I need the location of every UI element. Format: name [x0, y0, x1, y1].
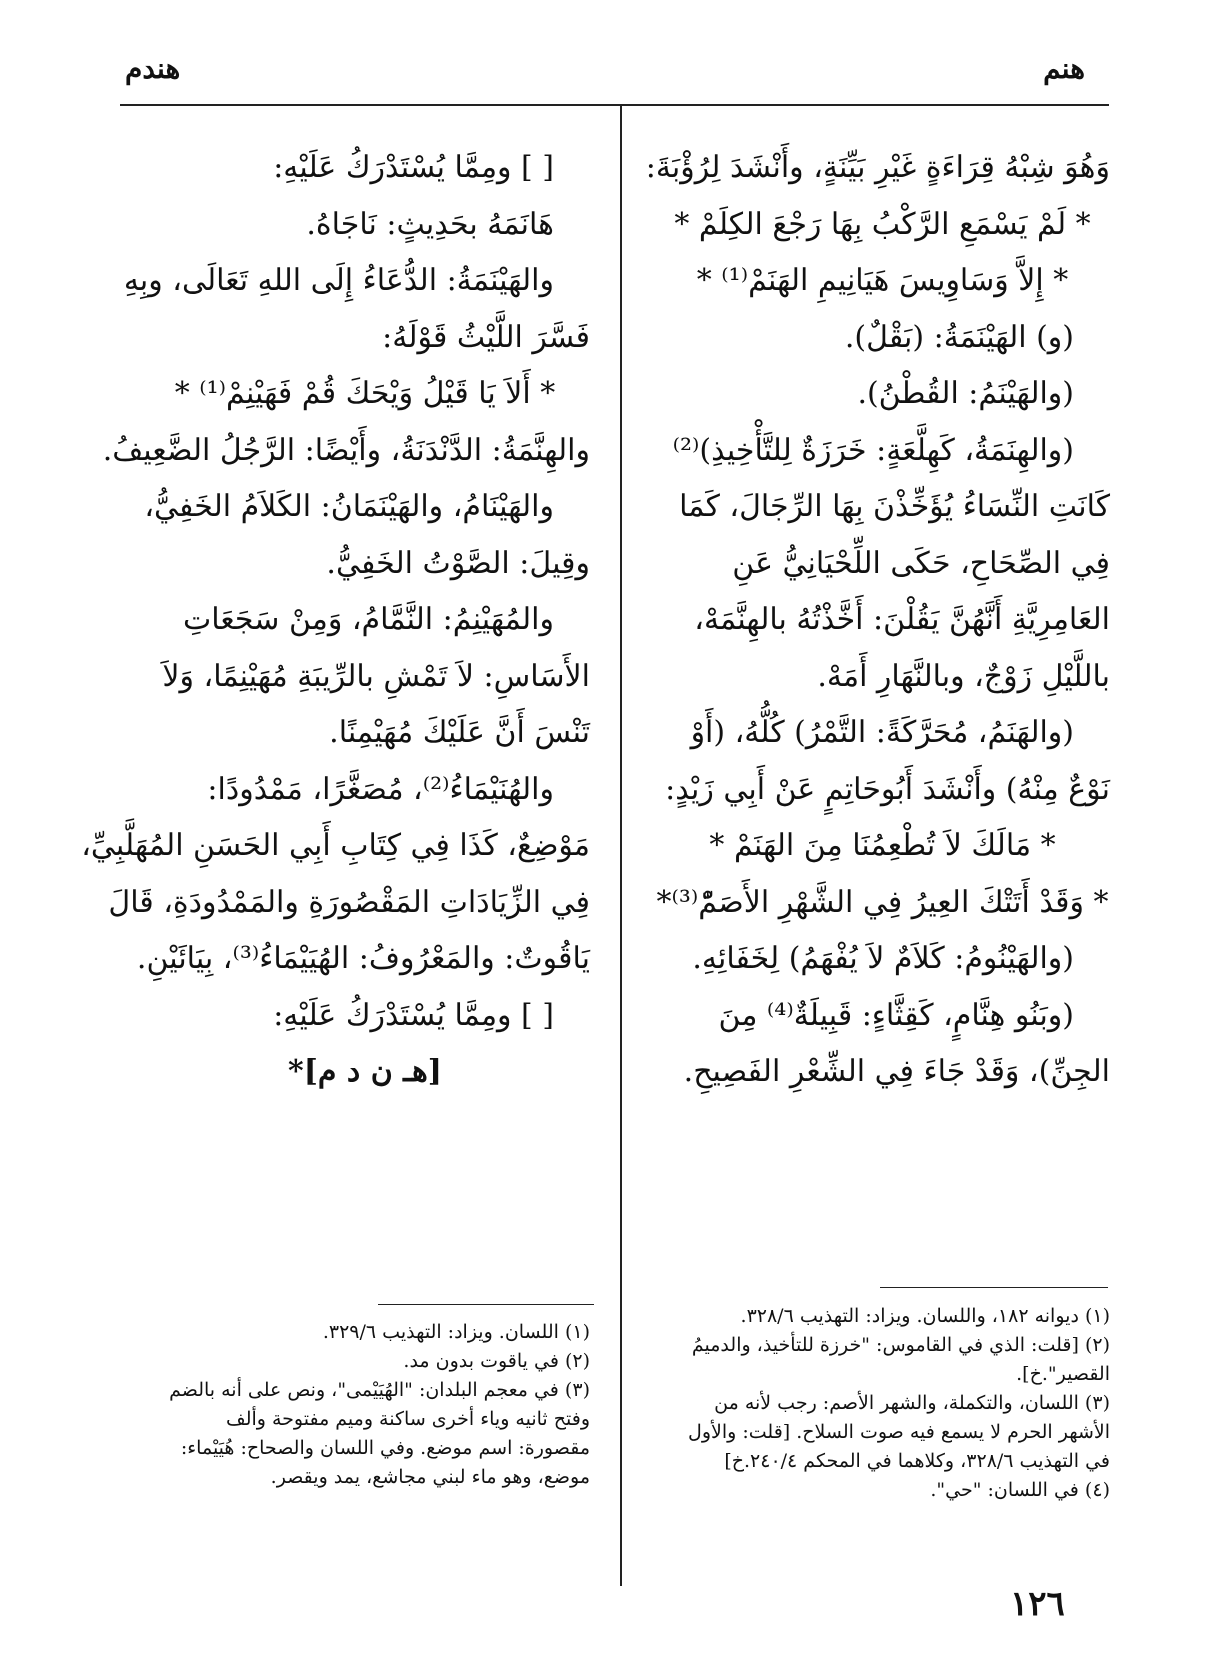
text-line: باللَّيْلِ زَوْجٌ، وبالنَّهَارِ أَمَهْ.	[817, 658, 1110, 694]
entry-heading: [هـ ن د م]*	[288, 1054, 442, 1089]
running-header-left: هندم	[125, 52, 181, 85]
footnotes-left	[140, 1318, 590, 1492]
text-line: الأَسَاسِ: لاَ تَمْشِ بالرِّيبَةِ مُهَيْنِمًا، وَلاَ	[162, 658, 590, 694]
footnote-line: (٣) في معجم البلدان: "الهُيَيْمى"، ونص على أنه بالضم	[169, 1379, 590, 1401]
header-rule	[120, 104, 1109, 106]
footnote-line: (٤) في اللسان: "حي".	[930, 1479, 1110, 1501]
text-line: [ ] ومِمَّا يُسْتَدْرَكُ عَلَيْهِ:	[273, 997, 554, 1033]
footnote-line: في التهذيب ٣٢٨/٦، وكلاهما في المحكم ٢٤٠/٤.خ]	[724, 1450, 1110, 1472]
text-line: (والهَنَمُ، مُحَرَّكَةً: التَّمْرُ) كُلُّهُ، (أَوْ	[690, 715, 1074, 750]
left-column	[81, 140, 590, 1101]
text-line: فَسَّرَ اللَّيْثُ قَوْلَهُ:	[382, 319, 590, 355]
text-line: فِي الزِّيَادَاتِ المَقْصُورَةِ والمَمْدُودَةِ، قَالَ	[108, 884, 590, 920]
right-column	[645, 140, 1110, 1101]
verse-line: * وَقَدْ أَتَتْكَ العِيرُ فِي الشَّهْرِ الأَصَمّْ⁽³⁾*	[656, 884, 1109, 920]
footnote-line: مقصورة: اسم موضع. وفي اللسان والصحاح: هُيَيْماء:	[180, 1437, 590, 1459]
text-line: (والهَيْنَمُ: القُطْنُ).	[857, 376, 1074, 411]
text-line: والهُنَيْمَاءُ⁽²⁾، مُصَغَّرًا، مَمْدُودًا:	[207, 771, 554, 807]
verse-line: * لَمْ يَسْمَعِ الرَّكْبُ بِهَا رَجْعَ الكِلَمْ *	[674, 206, 1091, 242]
footnote-line: (١) ديوانه ١٨٢، واللسان. ويزاد: التهذيب ٣٢٨/٦.	[740, 1305, 1110, 1327]
running-header-right: هنم	[1043, 52, 1085, 85]
footnote-line: (٢) [قلت: الذي في القاموس: "خرزة للتأخيذ، والدميمُ	[691, 1334, 1110, 1356]
footnote-line: موضع، وهو ماء لبني مجاشع، يمد ويقصر.	[270, 1466, 590, 1488]
verse-line: * إِلاَّ وَسَاوِيسَ هَيَانِيمِ الهَنَمْ⁽¹⁾ *	[696, 263, 1069, 298]
footnote-line: الأشهر الحرم لا يسمع فيه صوت السلاح. [قلت: والأول	[688, 1421, 1110, 1443]
text-line: والمُهَيْنِمُ: النَّمَّامُ، وَمِنْ سَجَعَاتِ	[183, 602, 554, 637]
text-line: وَهُوَ شِبْهُ قِرَاءَةٍ غَيْرِ بَيِّنَةٍ، وأَنْشَدَ لِرُؤْبَةَ:	[645, 150, 1110, 185]
text-line: هَانَمَهُ بحَدِيثٍ: نَاجَاهُ.	[306, 206, 554, 242]
footnote-line: (٣) اللسان، والتكملة، والشهر الأصم: رجب لأنه من	[714, 1392, 1110, 1414]
text-line: يَاقُوتٌ: والمَعْرُوفُ: الهُيَيْمَاءُ⁽³⁾، بِيَائَيْنِ.	[136, 941, 590, 976]
verse-line: * مَالَكَ لاَ تُطْعِمُنَا مِنَ الهَنَمْ *	[709, 828, 1056, 863]
text-line: (والهِنَمَةُ، كَهِلَّعَةٍ: خَرَزَةٌ لِلتَّأْخِيذِ)⁽²⁾	[672, 432, 1074, 468]
verse-line: * أَلاَ يَا قَيْلُ وَيْحَكَ قُمْ فَهَيْنِمْ⁽¹⁾ *	[174, 376, 556, 411]
text-line: والهِنَّمَةُ: الدَّنْدَنَةُ، وأَيْضًا: الرَّجُلُ الضَّعِيفُ.	[102, 432, 590, 468]
text-line: وقِيلَ: الصَّوْتُ الخَفِيُّ.	[326, 545, 590, 581]
text-line: الجِنِّ)، وَقَدْ جَاءَ فِي الشِّعْرِ الفَصِيحِ.	[683, 1054, 1110, 1089]
column-divider	[620, 106, 622, 1586]
footnote-line: وفتح ثانيه وياء أخرى ساكنة وميم مفتوحة وألف	[226, 1408, 590, 1430]
text-line: (والهَيْنُومُ: كَلاَمٌ لاَ يُفْهَمُ) لِخَفَائِهِ.	[692, 941, 1074, 976]
text-line: نَوْعٌ مِنْهُ) وأَنْشَدَ أَبُوحَاتِمٍ عَنْ أَبِي زَيْدٍ:	[665, 771, 1110, 807]
page-number: ١٢٦	[1010, 1584, 1065, 1624]
footnote-rule-left	[378, 1304, 594, 1305]
footnote-line: (١) اللسان. ويزاد: التهذيب ٣٢٩/٦.	[322, 1321, 590, 1343]
text-line: كَانَتِ النِّسَاءُ يُؤَخِّذْنَ بِهَا الرِّجَالَ، كَمَا	[679, 489, 1110, 524]
footnote-line: القصير".خ].	[1016, 1363, 1110, 1385]
text-line: (وبَنُو هِنَّامٍ، كَقِثَّاءٍ: قَبِيلَةٌ⁽⁴⁾ مِنَ	[718, 997, 1074, 1033]
footnotes-right	[655, 1302, 1110, 1505]
footnote-rule-right	[880, 1287, 1108, 1288]
text-line: [ ] ومِمَّا يُسْتَدْرَكُ عَلَيْهِ:	[273, 150, 554, 185]
text-line: العَامِرِيَّةِ أَنَّهُنَّ يَقُلْنَ: أَخَّذْتُهُ بالهِنَّمَهْ،	[694, 602, 1110, 637]
text-line: (و) الهَيْنَمَةُ: (بَقْلٌ).	[844, 319, 1074, 355]
text-line: والهَيْنَامُ، والهَيْنَمَانُ: الكَلاَمُ الخَفِيُّ،	[144, 489, 554, 524]
footnote-line: (٢) في ياقوت بدون مد.	[403, 1350, 590, 1372]
text-line: تَنْسَ أَنَّ عَلَيْكَ مُهَيْمِنًا.	[329, 715, 590, 750]
text-line: مَوْضِعٌ، كَذَا فِي كِتَابِ أَبِي الحَسَنِ المُهَلَّبِيِّ،	[81, 828, 590, 863]
text-line: والهَيْنَمَةُ: الدُّعَاءُ إِلَى اللهِ تَعَالَى، وبِهِ	[123, 263, 554, 298]
text-line: فِي الصِّحَاحِ، حَكَى اللِّحْيَانِيُّ عَنِ	[732, 545, 1110, 581]
